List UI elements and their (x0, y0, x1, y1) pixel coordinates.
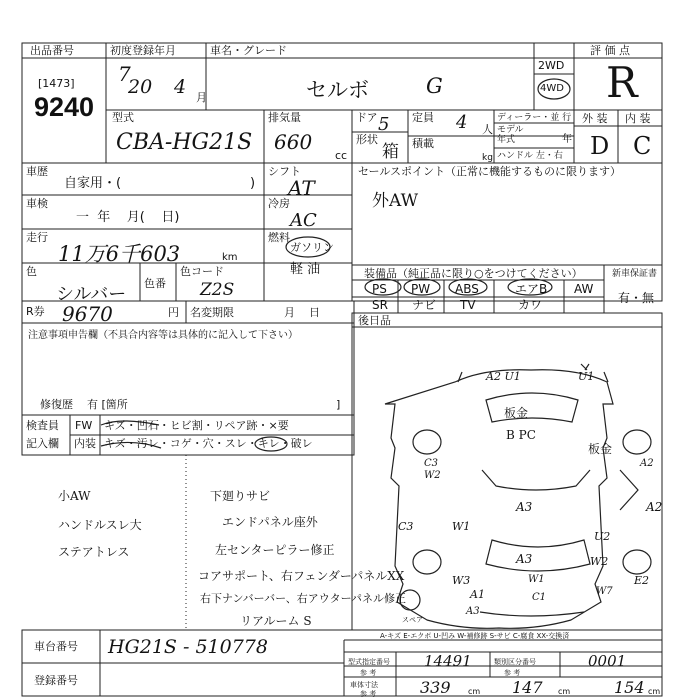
diagram-code: W3 (452, 574, 471, 587)
right-note-1: 下廻りサビ (210, 489, 271, 503)
equip-ps: PS (372, 282, 387, 296)
width-value: 147 (512, 678, 543, 697)
equip-pw: PW (411, 282, 431, 296)
model-value: CBA-HG21S (116, 130, 253, 155)
history-close: ) (250, 176, 256, 191)
diagram-code: A2 (640, 458, 654, 469)
color-code-value: Z2S (200, 280, 235, 300)
shift-label: シフト (268, 165, 301, 178)
selling-points-label: セールスポイント（正常に機能するものに限ります） (358, 165, 622, 178)
chassis-value: HG21S - 510778 (108, 636, 268, 658)
history-value: 自家用・( (64, 176, 122, 191)
diagram-code: A2 U1 (486, 370, 521, 383)
repair-close: ] (336, 398, 341, 411)
yen-unit: 円 (168, 306, 179, 319)
exterior-label: 外 装 (582, 112, 608, 125)
kg-unit: kg (482, 153, 493, 163)
mileage-value: 11万6千603 (58, 242, 181, 266)
score-value: R (606, 58, 638, 107)
diagram-code: W2 (590, 555, 609, 568)
dealer-label: ディーラー・並 行 (497, 113, 572, 123)
first-reg-year2: 20 (128, 76, 153, 98)
fuel-label: 燃料 (268, 231, 290, 244)
lot-label: 出品番号 (30, 44, 74, 57)
model-year-label: モデル年式 (497, 125, 524, 145)
load-label: 積載 (412, 137, 434, 150)
new-car-value: 有・無 (618, 291, 655, 305)
model-label: 型式 (112, 111, 134, 124)
spare-label: スペア (402, 616, 423, 624)
month-unit: 月 (196, 91, 207, 104)
diagram-code: C3 (398, 520, 414, 533)
lot-code: [1473] (38, 77, 75, 90)
handle-label: ハンドル 左・右 (497, 151, 563, 161)
color-code-label: 色コード (180, 265, 224, 278)
cm-unit: cm (648, 687, 661, 696)
diagram-code: A3 (516, 552, 533, 566)
capacity-value: 4 (456, 112, 468, 133)
diagram-code: W1 (528, 574, 545, 585)
displacement-value: 660 (274, 130, 313, 154)
year-unit: 年 (562, 134, 572, 145)
car-name: セルボ (306, 78, 369, 102)
right-note-6: リアルーム S (240, 614, 312, 628)
diagram-code: W2 (424, 470, 441, 481)
displacement-label: 排気量 (268, 111, 301, 124)
mileage-label: 走行 (26, 231, 48, 244)
fuel-gas: ガソリン (290, 241, 334, 254)
drive-2wd: 2WD (538, 59, 565, 72)
history-label: 車歴 (26, 165, 48, 178)
inspection-label: 車検 (26, 197, 48, 210)
equip-sr: SR (372, 298, 388, 312)
equip-navi: ナビ (412, 298, 437, 312)
spec-ref: 参 考 (360, 669, 377, 677)
diagram-code: E2 (634, 574, 650, 587)
cm-unit: cm (468, 687, 481, 696)
cm-unit: cm (558, 687, 571, 696)
fw-items: キズ・凹石・ヒビ割・リペア跡・×要 (104, 419, 289, 432)
category-ref: 参 考 (504, 669, 521, 677)
score-label: 評 価 点 (590, 44, 630, 57)
equip-aw: AW (574, 282, 594, 296)
ac-value: AC (290, 210, 317, 231)
fw-label: FW (75, 419, 93, 432)
diagram-note: 板金 (504, 406, 529, 420)
height-value: 154 (614, 678, 645, 697)
diagram-code: A3 (466, 606, 480, 617)
right-note-4: コアサポート、右フェンダーパネルXX (198, 569, 405, 583)
spec-number-label: 型式指定番号 (348, 658, 390, 666)
legend-line: A-キズ E-エクボ U-凹み W-補修跡 S-サビ C-腐食 XX-交換済 (380, 632, 570, 640)
shift-value: AT (288, 176, 315, 200)
recycle-value: 9670 (62, 302, 113, 326)
capacity-label: 定員 (412, 111, 434, 124)
new-car-label: 新車保証書 (612, 269, 658, 279)
selling-points-text: 外AW (372, 191, 419, 211)
person-unit: 人 (482, 123, 493, 136)
category-label: 類別区分番号 (494, 658, 536, 666)
right-note-3: 左センターピラー修正 (215, 543, 335, 557)
diagram-code: U2 (594, 530, 611, 543)
diagram-code: C3 (424, 458, 439, 469)
equip-abs: ABS (455, 282, 479, 296)
interior-label: 内 装 (625, 112, 651, 125)
color-value: シルバー (56, 284, 127, 305)
diagram-code: A2 (646, 500, 663, 514)
rear-seat-label: 後日品 (358, 314, 391, 327)
interior-score: C (633, 132, 652, 160)
shape-value: 箱 (382, 142, 399, 162)
ac-label: 冷房 (268, 197, 290, 210)
left-note-2: ハンドルスレ大 (58, 518, 142, 532)
drive-4wd: 4WD (540, 83, 564, 94)
diagram-note: B PC (506, 428, 536, 442)
equipment-label: 装備品（純正品に限り○をつけてください） (364, 267, 583, 280)
dims-ref: 参 考 (360, 690, 377, 698)
diagram-code: W1 (452, 520, 471, 533)
equip-airbag: エアB (515, 282, 548, 296)
grade: G (426, 74, 443, 98)
right-note-2: エンドパネル座外 (222, 515, 318, 529)
dims-label: 車体寸法 (350, 681, 378, 689)
inspection-value: 一 年 月( 日) (76, 210, 180, 225)
diagram-code: A3 (516, 500, 533, 514)
diagram-code: W7 (596, 586, 613, 597)
interior-items: キズ・汚レ・コゲ・穴・スレ・キレ・破レ (104, 437, 313, 450)
chassis-label: 車台番号 (34, 640, 78, 653)
diagram-note: 板金 (588, 442, 613, 456)
diagram-code: C1 (532, 592, 547, 603)
name-change-label: 名変期限 (190, 306, 234, 319)
left-note-1: 小AW (58, 489, 91, 503)
name-change-value: 月 日 (284, 306, 320, 319)
diagram-code: A1 (470, 588, 485, 601)
exterior-score: D (590, 132, 610, 160)
repair-label: 修復歴 有 [箇所 (40, 398, 128, 411)
equip-leather: カワ (518, 298, 543, 312)
right-note-5: 右下ナンバーバー、右アウターパネル修正 (200, 592, 407, 605)
color-label: 色 (26, 265, 37, 278)
lot-number: 9240 (34, 92, 95, 122)
registration-label: 登録番号 (34, 674, 78, 687)
km-unit: km (222, 252, 238, 263)
length-value: 339 (420, 678, 451, 697)
first-reg-label: 初度登録年月 (110, 44, 176, 57)
first-reg-year: 7 (118, 62, 131, 86)
color-no-label: 色番 (144, 277, 166, 290)
record-label: 記入欄 (26, 437, 59, 450)
left-note-3: ステアトレス (58, 545, 130, 559)
shape-label: 形状 (356, 133, 378, 146)
doors-value: 5 (378, 114, 390, 135)
car-name-label: 車名・グレード (210, 44, 287, 57)
first-reg-month: 4 (174, 76, 187, 98)
interior-inspect-label: 内装 (74, 437, 96, 450)
notes-label: 注意事項申告欄（不具合内容等は具体的に記入して下さい） (28, 330, 298, 341)
cc-unit: cc (335, 149, 348, 162)
category-value: 0001 (588, 652, 627, 670)
equip-tv: TV (460, 298, 476, 312)
doors-label: ドア (356, 111, 378, 124)
recycle-label: R券 (26, 305, 45, 318)
check-label: 検査員 (26, 419, 59, 432)
spec-number-value: 14491 (424, 652, 472, 670)
diagram-code: U1 (578, 370, 595, 383)
fuel-light: 軽 油 (290, 262, 321, 277)
